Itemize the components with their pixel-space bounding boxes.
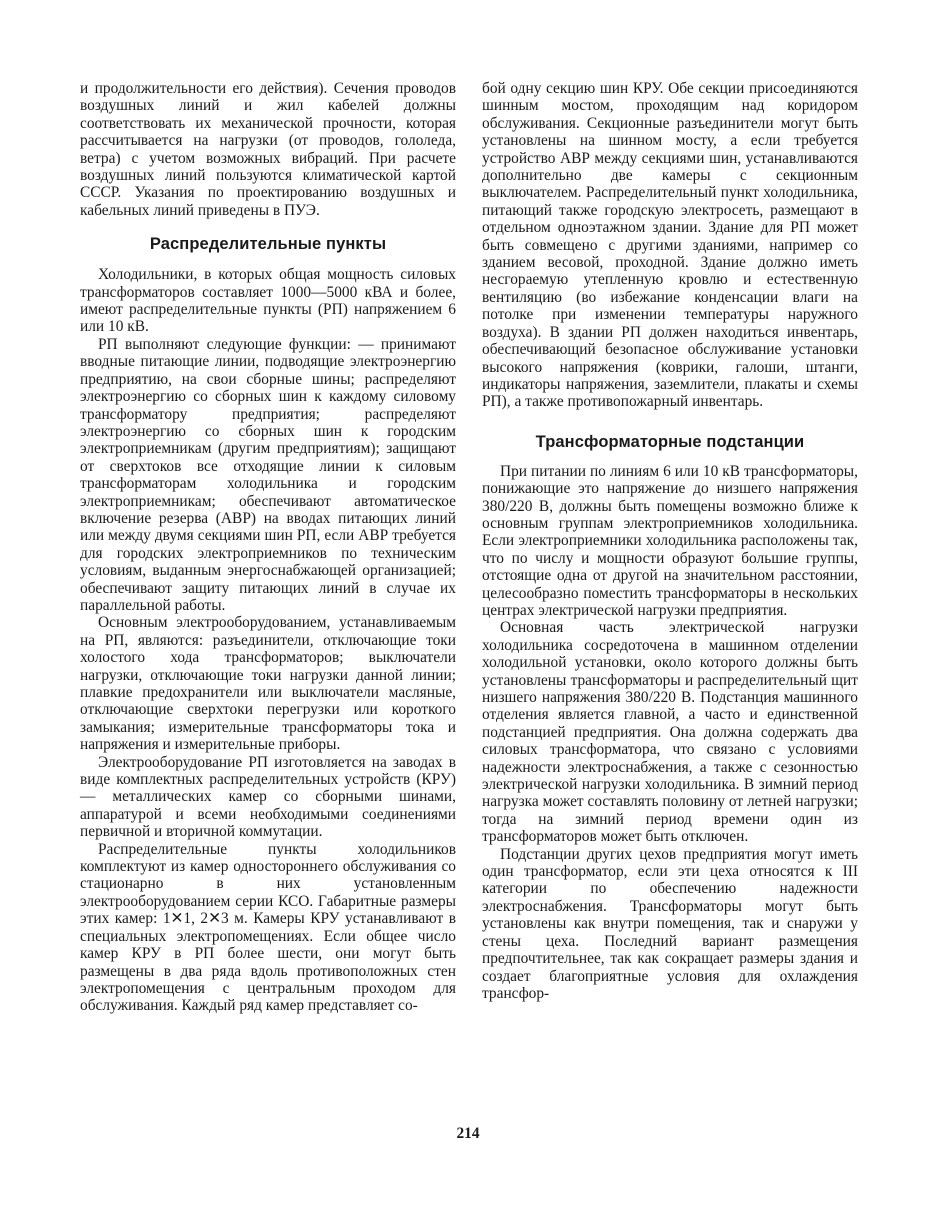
right-paragraph-1: При питании по линиям 6 или 10 кВ трансформаторы, понижающие это напряжение до низшего напряжения 380/220 В, должны быть помещены возможно ближе к основным группам электроприемников холодильника. Если электроприемники холодильника расположены так, что по числу и мощности образуют большие группы, отстоящие одна от другой на значительном расстоянии, целесообразно поместить трансформаторы в нескольких центрах электрической нагрузки предприятия. xyxy=(482,462,858,619)
left-paragraph-3: Основным электрооборудованием, устанавливаемым на РП, являются: разъединители, отключающие токи холостого хода трансформаторов; выключатели нагрузки, отключающие токи нагрузки данной линии; плавкие предохранители или выключатели масляные, отключающие сверхтоки перегрузки или короткого замыкания; измерительные трансформаторы тока и напряжения и измерительные приборы. xyxy=(80,614,456,754)
right-paragraph-3: Подстанции других цехов предприятия могут иметь один трансформатор, если эти цеха относятся к III категории по обеспечению надежности электроснабжения. Трансформаторы могут быть установлены как внутри помещения, так и снаружи у стены цеха. Последний вариант размещения предпочтительнее, так как сокращает размеры здания и создает благоприятные условия для охлаждения трансфор- xyxy=(482,845,858,1002)
left-paragraph-2: РП выполняют следующие функции: — принимают вводные питающие линии, подводящие электроэнергию предприятию, на свои сборные шины; распределяют электроэнергию со сборных шин к каждому силовому трансформатору предприятия; распределяют электроэнергию со сборных шин к городским электроприемникам (другим предприятиям); защищают от сверхтоков все отходящие линии к силовым трансформаторам холодильника и городским электроприемникам; обеспечивают автоматическое включение резерва (АВР) на вводах питающих линий или между двумя секциями шин РП, если АВР требуется для городских электроприемников по техническим условиям, выданным энергоснабжающей организацией; обеспечивают защиту питающих линий в случае их параллельной работы. xyxy=(80,335,456,614)
left-paragraph-1: Холодильники, в которых общая мощность силовых трансформаторов составляет 1000—5000 кВА и более, имеют распределительные пункты (РП) напряжением 6 или 10 кВ. xyxy=(80,266,456,336)
section-heading-distribution-points: Распределительные пункты xyxy=(149,235,387,254)
left-paragraph-5: Распределительные пункты холодильников комплектуют из камер одностороннего обслуживания со стационарно в них установленным электрооборудованием серии КСО. Габаритные размеры этих камер: 1✕1, 2✕3 м. Камеры КРУ устанавливают в специальных электропомещениях. Если общее число камер КРУ в РП более шести, они могут быть размещены в два ряда вдоль противоположных стен электропомещения с центральным проходом для обслуживания. Каждый ряд камер представляет со- xyxy=(80,840,456,1015)
right-intro-paragraph: бой одну секцию шин КРУ. Обе секции присоединяются шинным мостом, проходящим над коридором обслуживания. Секционные разъединители могут быть установлены на шинном мосту, а если требуется устройство АВР между секциями шин, устанавливаются дополнительно две камеры с секционным выключателем. Распределительный пункт холодильника, питающий также городскую электросеть, размещают в отдельном одноэтажном здании. Здание для РП может быть совмещено с другими зданиями, например со зданием весовой, проходной. Здание должно иметь несгораемую утепленную кровлю и естественную вентиляцию (во избежание конденсации влаги на потолке при изменении температуры наружного воздуха). В здании РП должен находиться инвентарь, обеспечивающий безопасное обслуживание установки высокого напряжения (коврики, галоши, штанги, индикаторы напряжения, заземлители, плакаты и схемы РП), а также противопожарный инвентарь. xyxy=(482,80,858,411)
left-intro-paragraph: и продолжительности его действия). Сечения проводов воздушных линий и жил кабелей должны соответствовать их механической прочности, которая рассчитывается на нагрузки (от проводов, гололеда, ветра) с учетом возможных вибраций. При расчете воздушных линий пользуются климатической картой СССР. Указания по проектированию воздушных и кабельных линий приведены в ПУЭ. xyxy=(80,80,456,219)
section-heading-transformer-substations: Трансформаторные подстанции xyxy=(535,432,805,451)
left-paragraph-4: Электрооборудование РП изготовляется на заводах в виде комплектных распределительных устройств (КРУ) — металлических камер со сборными шинами, аппаратурой и всеми необходимыми соединениями первичной и вторичной коммутации. xyxy=(80,753,456,841)
left-column xyxy=(80,80,456,1015)
right-column xyxy=(482,80,858,1002)
right-paragraph-2: Основная часть электрической нагрузки холодильника сосредоточена в машинном отделении холодильной установки, около которого должны быть установлены трансформаторы и распределительный щит низшего напряжения 380/220 В. Подстанция машинного отделения является главной, а часто и единственной подстанцией предприятия. Она должна содержать два силовых трансформатора, что связано с условиями надежности электроснабжения, а также с сезонностью электрической нагрузки холодильника. В зимний период нагрузка может составлять половину от летней нагрузки; тогда на зимний период времени один из трансформаторов может быть отключен. xyxy=(482,619,858,846)
page-number: 214 xyxy=(456,1125,480,1142)
